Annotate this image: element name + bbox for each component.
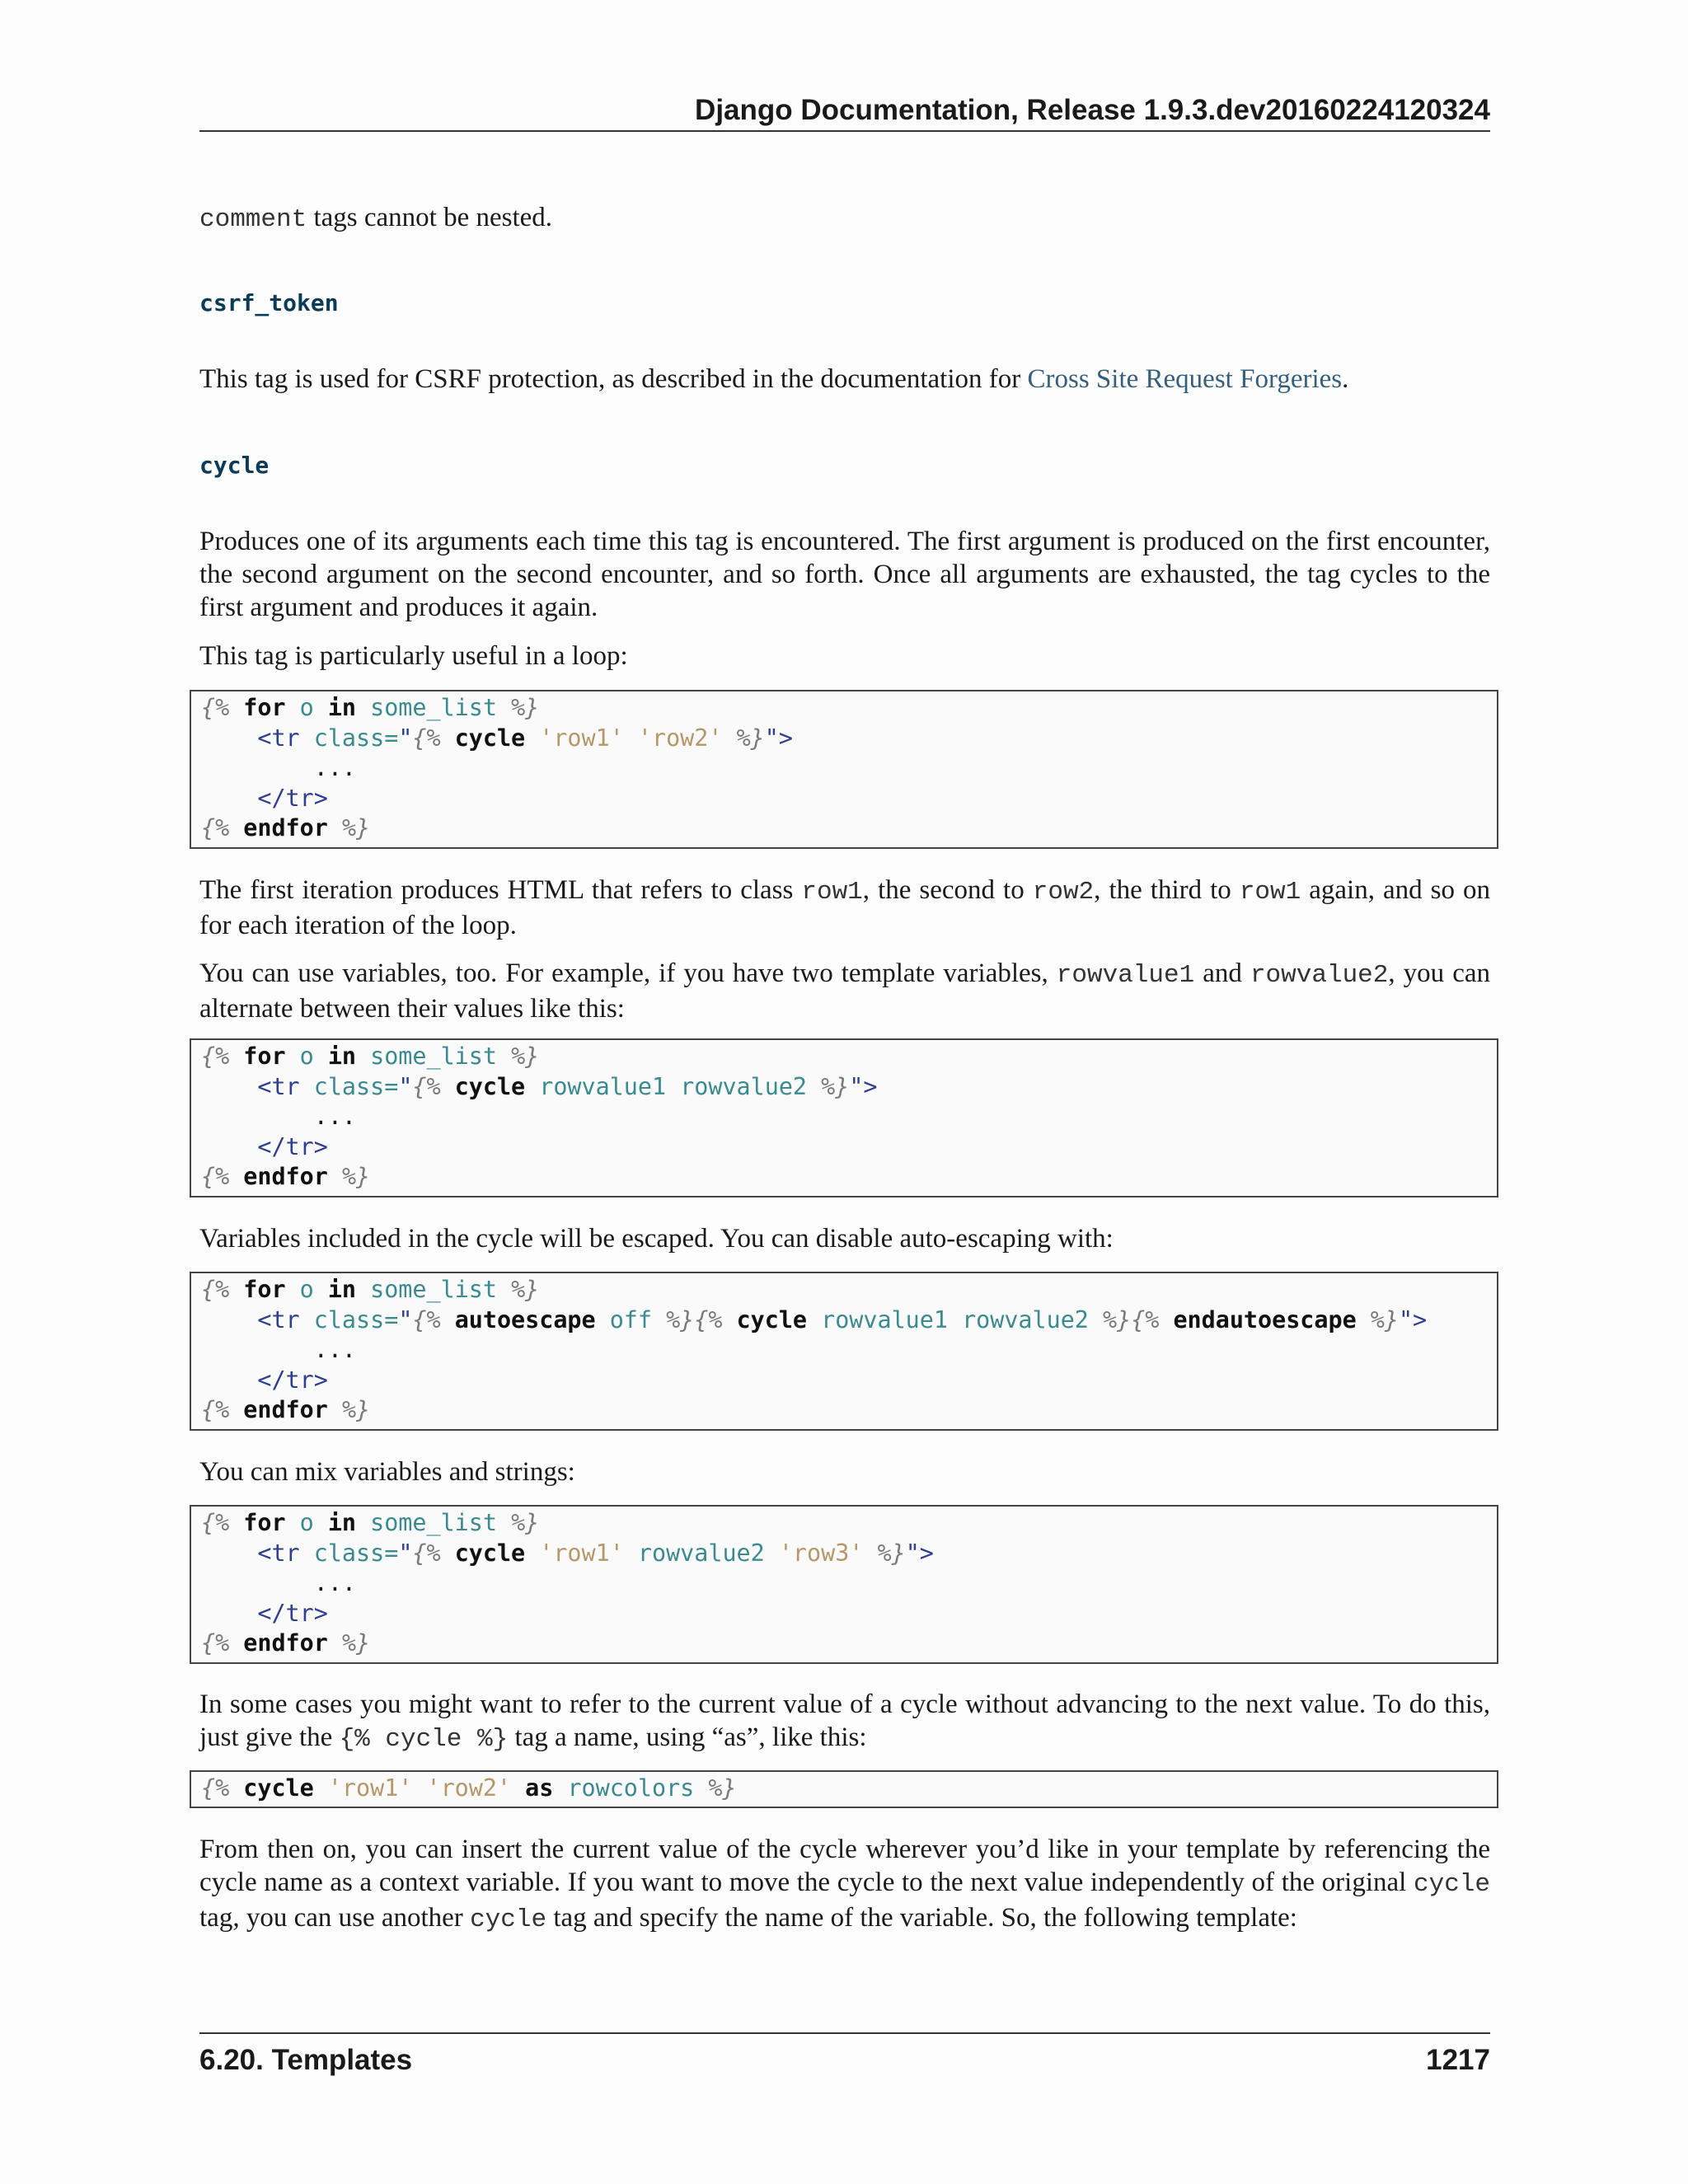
template-delimiter: %} xyxy=(341,814,371,841)
code-text xyxy=(525,1073,539,1100)
code-string: 'row1' xyxy=(539,724,624,752)
code-text xyxy=(314,694,328,721)
template-delimiter: %} xyxy=(511,1043,540,1070)
code-keyword: for xyxy=(243,1276,286,1303)
code-html-tag: </tr> xyxy=(257,784,328,812)
cycle-loop-paragraph: This tag is particularly useful in a loop: xyxy=(199,641,628,671)
code-attribute: class= xyxy=(313,1539,399,1567)
code-text xyxy=(314,1774,328,1802)
code-text xyxy=(807,1306,821,1333)
code-block-4 xyxy=(190,1505,1498,1664)
template-delimiter: %} xyxy=(511,1276,540,1303)
text: In some cases you might want to refer to the current value of a cycle without advancing to the next value. To do this, just give the xyxy=(199,1690,1490,1752)
code-line xyxy=(201,1072,1497,1103)
code-line xyxy=(201,1042,1497,1072)
cycle-heading: cycle xyxy=(199,452,270,479)
template-delimiter: {% xyxy=(201,1629,244,1657)
template-delimiter: %} xyxy=(877,1539,906,1567)
template-delimiter: %} xyxy=(341,1629,371,1657)
code-variable: o xyxy=(299,1276,314,1303)
code-line xyxy=(201,784,1497,814)
template-delimiter: {% xyxy=(201,694,244,721)
code-variable: some_list xyxy=(370,1276,497,1303)
inline-code: cycle xyxy=(1413,1870,1490,1899)
code-text xyxy=(722,724,736,752)
inline-code: row1 xyxy=(1239,878,1301,907)
code-text xyxy=(807,1073,821,1100)
code-attribute: class= xyxy=(313,724,399,752)
code-text xyxy=(497,1276,511,1303)
code-line xyxy=(201,724,1497,754)
inline-code: rowvalue2 xyxy=(1250,961,1389,990)
code-text xyxy=(666,1073,680,1100)
template-delimiter: %} xyxy=(1103,1305,1132,1333)
code-html-tag: "> xyxy=(764,724,793,752)
code-variable: rowvalue2 xyxy=(680,1072,808,1100)
code-text xyxy=(286,1276,300,1303)
template-delimiter: {% xyxy=(201,1774,244,1802)
code-line xyxy=(201,1275,1497,1305)
template-delimiter: {% xyxy=(412,724,455,752)
code-text xyxy=(497,1509,511,1536)
inline-code: row1 xyxy=(801,878,863,907)
code-keyword: autoescape xyxy=(454,1305,596,1333)
template-delimiter: {% xyxy=(201,1396,244,1423)
code-html-tag: <tr xyxy=(257,1539,314,1567)
code-text xyxy=(201,1540,257,1567)
code-text xyxy=(497,1043,511,1070)
code-line xyxy=(201,1508,1497,1539)
code-keyword: endautoescape xyxy=(1173,1305,1357,1333)
code-text xyxy=(652,1306,666,1333)
header-rule xyxy=(199,130,1490,132)
template-delimiter: %} xyxy=(708,1774,737,1802)
code-line xyxy=(201,1132,1497,1163)
code-block-1 xyxy=(190,690,1498,849)
code-block-2 xyxy=(190,1038,1498,1197)
code-keyword: cycle xyxy=(243,1774,314,1802)
code-text xyxy=(286,1043,300,1070)
code-keyword: as xyxy=(525,1774,554,1802)
code-text xyxy=(328,1163,342,1190)
code-line xyxy=(201,1305,1497,1336)
code-variable: rowvalue2 xyxy=(962,1305,1089,1333)
code-html-tag: </tr> xyxy=(257,1599,328,1627)
code-text xyxy=(201,1600,257,1627)
code-line xyxy=(201,1102,1497,1132)
code-text xyxy=(328,1629,342,1657)
code-attribute: class= xyxy=(313,1305,399,1333)
cycle-mix-paragraph: You can mix variables and strings: xyxy=(199,1457,575,1487)
text: tag a name, using “as”, like this: xyxy=(508,1722,867,1752)
template-delimiter: {% xyxy=(412,1305,455,1333)
template-delimiter: %} xyxy=(1370,1305,1399,1333)
code-keyword: endfor xyxy=(243,1396,328,1423)
footer-page-number: 1217 xyxy=(1426,2044,1490,2076)
code-text xyxy=(596,1306,610,1333)
code-string: 'row1' xyxy=(327,1774,413,1802)
code-variable: o xyxy=(299,694,314,721)
code-text xyxy=(624,1540,638,1567)
code-text xyxy=(511,1774,525,1802)
code-text xyxy=(356,1509,370,1536)
code-text xyxy=(1089,1306,1103,1333)
code-text xyxy=(286,1509,300,1536)
code-keyword: in xyxy=(327,1509,357,1536)
comment-note-text: tags cannot be nested. xyxy=(307,203,553,232)
code-variable: some_list xyxy=(370,1043,497,1070)
code-text xyxy=(201,1306,257,1333)
text: tag and specify the name of the variable. So, the following template: xyxy=(546,1903,1297,1933)
code-text xyxy=(694,1774,708,1802)
inline-code: {% cycle %} xyxy=(339,1725,509,1754)
code-html-tag: <tr xyxy=(257,1072,314,1100)
code-line xyxy=(201,813,1497,844)
inline-code: cycle xyxy=(470,1905,547,1934)
code-keyword: for xyxy=(243,1043,286,1070)
text: From then on, you can insert the current value of the cycle wherever you’d like in your template by referencing the cycle name as a context variable. If you want to move the cycle to the next value independently of the original xyxy=(199,1835,1490,1897)
code-line xyxy=(201,1162,1497,1193)
code-keyword: cycle xyxy=(736,1305,808,1333)
code-keyword: cycle xyxy=(454,724,526,752)
code-text: ... xyxy=(201,1336,357,1363)
code-text xyxy=(525,724,539,752)
code-html-tag: "> xyxy=(1398,1305,1428,1333)
csrf-text: This tag is used for CSRF protection, as described in the documentation for xyxy=(199,364,1028,394)
code-variable: rowvalue1 xyxy=(539,1072,667,1100)
cycle-as-paragraph xyxy=(199,1688,1490,1756)
code-text xyxy=(525,1540,539,1567)
cycle-context-paragraph xyxy=(199,1833,1490,1937)
inline-code: row2 xyxy=(1032,878,1095,907)
code-html-tag: "> xyxy=(849,1072,878,1100)
code-html-tag: "> xyxy=(905,1539,934,1567)
code-text: ... xyxy=(201,1103,357,1130)
code-line xyxy=(201,1568,1497,1599)
template-delimiter: %} xyxy=(511,694,540,721)
code-variable: o xyxy=(299,1043,314,1070)
cycle-intro-paragraph: Produces one of its arguments each time this tag is encountered. The first argument is produced on the first encounter, the second argument on the second encounter, and so forth. Once all arguments are exhausted, the tag cycles to the first argument and produces it again. xyxy=(199,527,1490,622)
code-block-3 xyxy=(190,1272,1498,1431)
code-text xyxy=(356,1276,370,1303)
code-html-tag: " xyxy=(398,1305,413,1333)
code-keyword: endfor xyxy=(243,814,328,841)
comment-note xyxy=(199,201,1490,237)
code-line xyxy=(201,1395,1497,1426)
csrf-text-end: . xyxy=(1342,364,1349,394)
csrf-docs-link[interactable]: Cross Site Request Forgeries xyxy=(1027,364,1343,394)
code-string: 'row1' xyxy=(539,1539,624,1567)
code-text xyxy=(201,1133,257,1160)
template-delimiter: %} xyxy=(821,1072,850,1100)
code-keyword: cycle xyxy=(454,1072,526,1100)
document-page xyxy=(199,0,1490,2184)
code-keyword: for xyxy=(243,694,286,721)
text: , the second to xyxy=(862,875,1033,905)
code-text xyxy=(328,814,342,841)
inline-code: rowvalue1 xyxy=(1056,961,1195,990)
code-variable: off xyxy=(609,1305,652,1333)
code-text: ... xyxy=(201,754,357,781)
code-keyword: in xyxy=(327,1043,357,1070)
code-html-tag: " xyxy=(398,724,413,752)
template-delimiter: {% xyxy=(201,1163,244,1190)
code-variable: rowvalue2 xyxy=(637,1539,765,1567)
text: tag, you can use another xyxy=(199,1903,471,1933)
text: You can use variables, too. For example, if you have two template variables, xyxy=(199,958,1057,988)
code-string: 'row2' xyxy=(637,724,723,752)
code-text xyxy=(201,1366,257,1394)
code-string: 'row3' xyxy=(778,1539,864,1567)
code-text xyxy=(356,1043,370,1070)
inline-code: comment xyxy=(199,205,307,234)
csrf-token-paragraph xyxy=(199,363,1490,396)
code-text xyxy=(553,1774,567,1802)
cycle-iteration-paragraph xyxy=(199,874,1490,942)
code-keyword: endfor xyxy=(243,1629,328,1657)
code-variable: rowvalue1 xyxy=(821,1305,948,1333)
template-delimiter: {% xyxy=(412,1072,455,1100)
code-block-5 xyxy=(190,1770,1498,1808)
template-delimiter: {% xyxy=(201,1043,244,1070)
running-header: Django Documentation, Release 1.9.3.dev20160224120324 xyxy=(695,94,1490,126)
code-attribute: class= xyxy=(313,1072,399,1100)
text: The first iteration produces HTML that refers to class xyxy=(199,875,802,905)
template-delimiter: {% xyxy=(412,1539,455,1567)
code-line xyxy=(201,753,1497,784)
template-delimiter: %} xyxy=(666,1305,695,1333)
code-text xyxy=(328,1396,342,1423)
code-line xyxy=(201,1599,1497,1629)
footer-rule xyxy=(199,2032,1490,2034)
text: again, and so on for each iteration of the loop. xyxy=(199,875,1491,940)
template-delimiter: {% xyxy=(201,814,244,841)
code-line xyxy=(201,1366,1497,1396)
code-text xyxy=(201,724,257,752)
template-delimiter: %} xyxy=(341,1396,371,1423)
code-text xyxy=(765,1540,779,1567)
code-text xyxy=(286,694,300,721)
code-html-tag: <tr xyxy=(257,1305,314,1333)
template-delimiter: %} xyxy=(511,1509,540,1536)
code-text xyxy=(314,1509,328,1536)
text: , you can alternate between their values like this: xyxy=(199,958,1490,1024)
cycle-variables-paragraph xyxy=(199,957,1490,1025)
code-variable: o xyxy=(299,1509,314,1536)
code-html-tag: </tr> xyxy=(257,1366,328,1394)
template-delimiter: %} xyxy=(736,724,765,752)
code-text xyxy=(624,724,638,752)
code-text xyxy=(314,1043,328,1070)
code-html-tag: " xyxy=(398,1539,413,1567)
code-keyword: in xyxy=(327,1276,357,1303)
code-text xyxy=(1357,1306,1371,1333)
template-delimiter: {% xyxy=(1131,1305,1174,1333)
code-text: ... xyxy=(201,1569,357,1596)
code-text xyxy=(497,694,511,721)
code-keyword: endfor xyxy=(243,1163,328,1190)
template-delimiter: %} xyxy=(341,1163,371,1190)
code-html-tag: " xyxy=(398,1072,413,1100)
code-text xyxy=(356,694,370,721)
code-line xyxy=(201,693,1497,724)
code-text xyxy=(201,1073,257,1100)
code-html-tag: <tr xyxy=(257,724,314,752)
code-text xyxy=(948,1306,962,1333)
text: , the third to xyxy=(1094,875,1240,905)
code-text xyxy=(201,785,257,812)
code-line xyxy=(201,1539,1497,1569)
code-variable: rowcolors xyxy=(567,1774,695,1802)
code-line xyxy=(201,1629,1497,1659)
text: and xyxy=(1194,958,1250,988)
csrf-token-heading: csrf_token xyxy=(199,289,339,316)
code-keyword: cycle xyxy=(454,1539,526,1567)
code-text xyxy=(314,1276,328,1303)
template-delimiter: {% xyxy=(201,1276,244,1303)
code-string: 'row2' xyxy=(426,1774,512,1802)
code-html-tag: </tr> xyxy=(257,1132,328,1160)
code-variable: some_list xyxy=(370,694,497,721)
code-line xyxy=(201,1774,1497,1804)
code-keyword: in xyxy=(327,694,357,721)
cycle-escape-paragraph: Variables included in the cycle will be escaped. You can disable auto-escaping with: xyxy=(199,1224,1114,1254)
code-text xyxy=(412,1774,426,1802)
code-line xyxy=(201,1335,1497,1366)
template-delimiter: {% xyxy=(694,1305,737,1333)
template-delimiter: {% xyxy=(201,1509,244,1536)
footer-section-title: 6.20. Templates xyxy=(199,2044,413,2076)
code-text xyxy=(863,1540,877,1567)
code-keyword: for xyxy=(243,1509,286,1536)
code-variable: some_list xyxy=(370,1509,497,1536)
